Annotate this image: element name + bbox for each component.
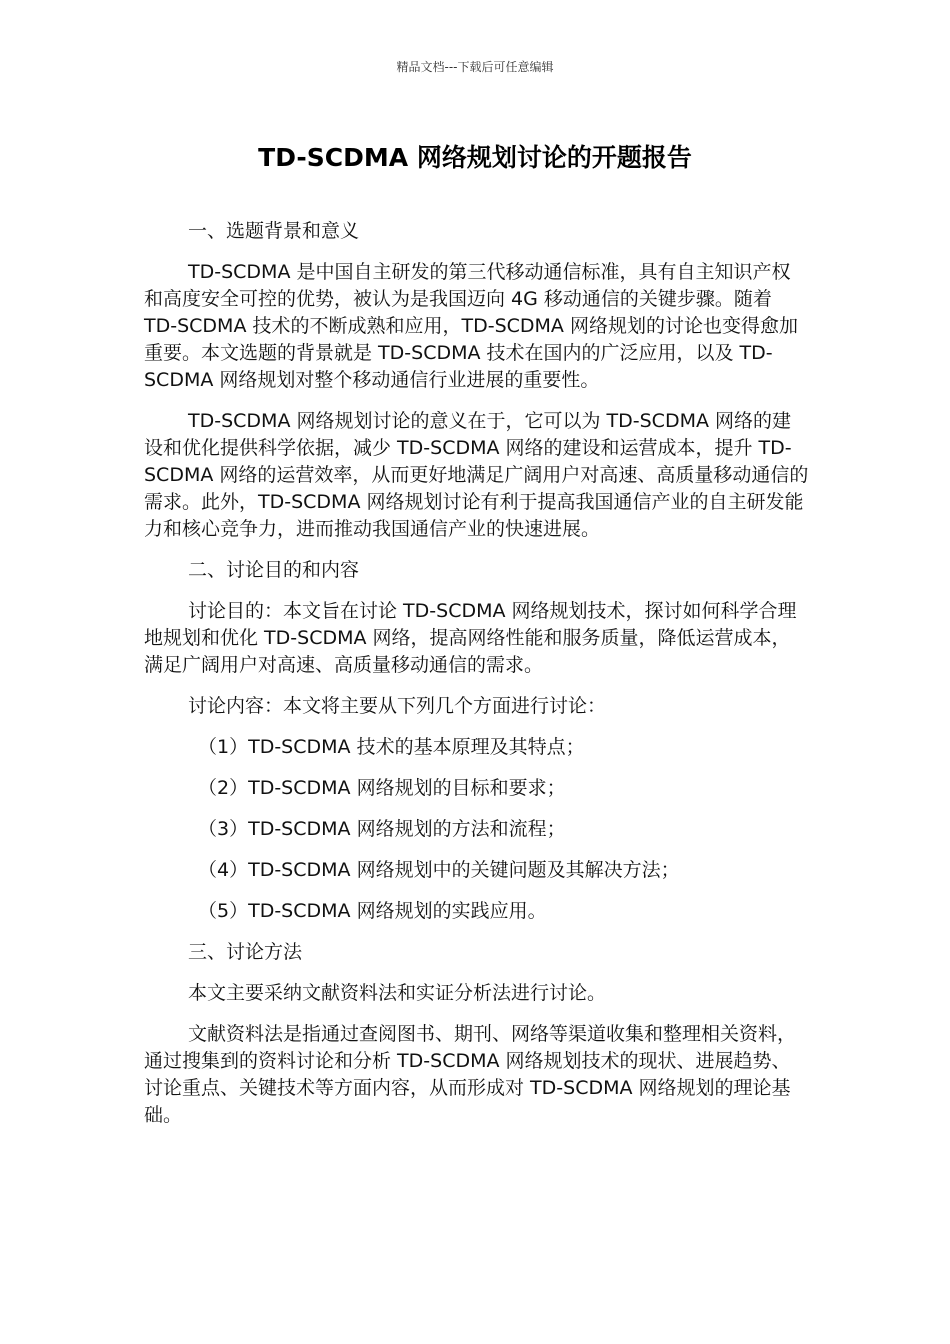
paragraph-significance: TD-SCDMA 网络规划讨论的意义在于，它可以为 TD-SCDMA 网络的建设和优化提供科学依据，减少 TD-SCDMA 网络的建设和运营成本，提升 TD-SCDMA 网络的运营效率，从而更好地满足广阔用户对高速、高质量移动通信的需求。此外，TD-SCDMA 网络规划讨论有利于提高我国通信产业的自主研发能力和核心竞争力，进而推动我国通信产业的快速进展。 xyxy=(144,410,809,540)
paragraph-research-content-intro: 讨论内容：本文将主要从下列几个方面进行讨论： xyxy=(188,695,607,717)
list-item: （2）TD-SCDMA 网络规划的目标和要求； xyxy=(198,777,566,799)
document-body xyxy=(144,218,809,1143)
paragraph-background: TD-SCDMA 是中国自主研发的第三代移动通信标准，具有自主知识产权和高度安全可控的优势，被认为是我国迈向 4G 移动通信的关键步骤。随着 TD-SCDMA 技术的不断成熟和应用，TD-SCDMA 网络规划的讨论也变得愈加重要。本文选题的背景就是 TD-SCDMA 技术在国内的广泛应用，以及 TD-SCDMA 网络规划对整个移动通信行业进展的重要性。 xyxy=(144,261,798,391)
list-item: （4）TD-SCDMA 网络规划中的关键问题及其解决方法； xyxy=(198,859,680,881)
list-item: （5）TD-SCDMA 网络规划的实践应用。 xyxy=(198,900,547,922)
list-item: （3）TD-SCDMA 网络规划的方法和流程； xyxy=(198,818,566,840)
section-heading-objectives: 二、讨论目的和内容 xyxy=(188,559,360,581)
paragraph-literature-method: 文献资料法是指通过查阅图书、期刊、网络等渠道收集和整理相关资料，通过搜集到的资料讨论和分析 TD-SCDMA 网络规划技术的现状、进展趋势、讨论重点、关键技术等方面内容，从而形成对 TD-SCDMA 网络规划的理论基础。 xyxy=(144,1023,797,1126)
section-heading-methods: 三、讨论方法 xyxy=(188,941,303,963)
section-heading-background: 一、选题背景和意义 xyxy=(188,220,360,242)
header-note: 精品文档---下载后可任意编辑 xyxy=(396,60,554,74)
list-item: （1）TD-SCDMA 技术的基本原理及其特点； xyxy=(198,736,585,758)
paragraph-methods-summary: 本文主要采纳文献资料法和实证分析法进行讨论。 xyxy=(188,982,607,1004)
paragraph-research-goal: 讨论目的：本文旨在讨论 TD-SCDMA 网络规划技术，探讨如何科学合理地规划和优化 TD-SCDMA 网络，提高网络性能和服务质量，降低运营成本，满足广阔用户对高速、高质量移动通信的需求。 xyxy=(144,600,797,676)
document-title: TD-SCDMA 网络规划讨论的开题报告 xyxy=(258,143,692,172)
